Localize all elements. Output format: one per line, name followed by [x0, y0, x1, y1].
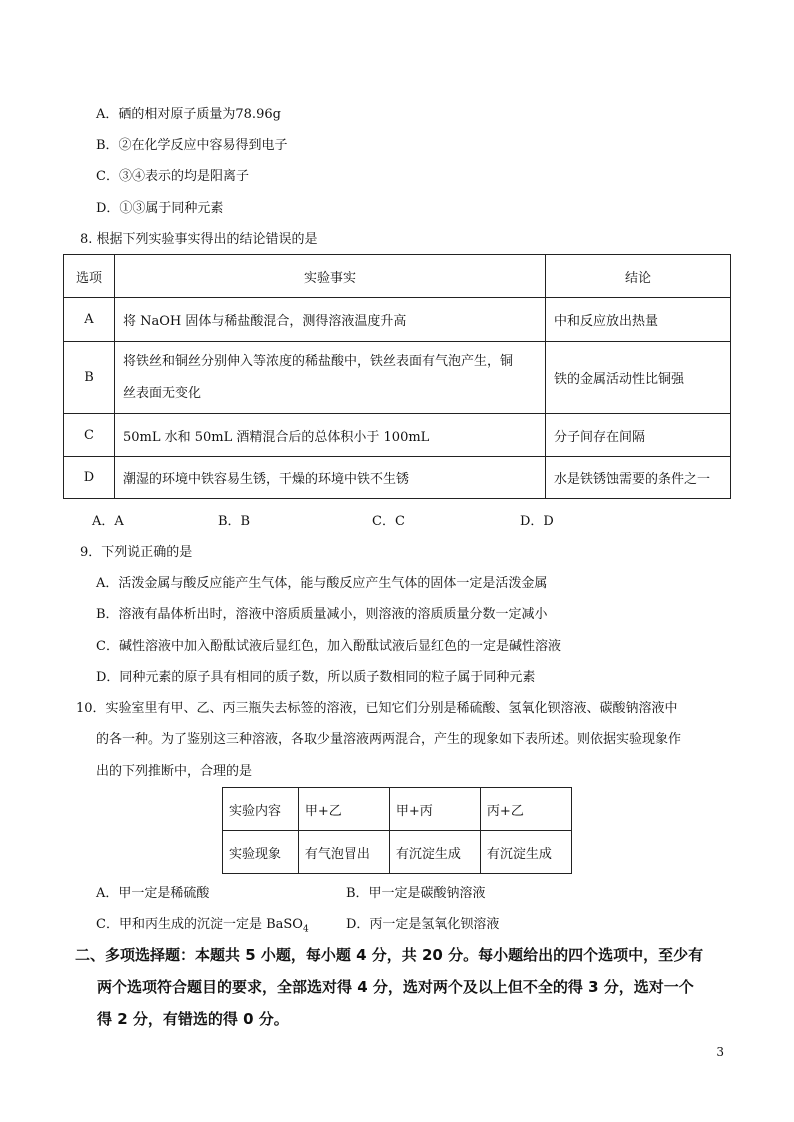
row-fact: 将 NaOH 固体与稀盐酸混合，测得溶液温度升高 [115, 298, 546, 342]
q10-stem-line: 出的下列推断中，合理的是 [96, 764, 253, 779]
row-conclusion: 中和反应放出热量 [546, 298, 731, 342]
q7-option-c: C．③④表示的均是阳离子 [96, 169, 249, 184]
q9-option-d: D．同种元素的原子具有相同的质子数，所以质子数相同的粒子属于同种元素 [96, 670, 536, 685]
row-conclusion: 铁的金属活动性比铜强 [546, 342, 731, 414]
q7-option-a: A．硒的相对原子质量为78.96g [96, 107, 281, 122]
q9-stem: 9．下列说正确的是 [80, 545, 193, 560]
q10-option-c-text: C．甲和丙生成的沉淀一定是 BaSO [96, 917, 303, 932]
q10-option-c [96, 913, 309, 935]
row-fact: 50mL 水和 50mL 酒精混合后的总体积小于 100mL [115, 414, 546, 457]
row-option: D [64, 457, 115, 499]
table-row [64, 414, 731, 457]
q8-table [63, 254, 731, 499]
q8-answer-c: C．C [372, 514, 405, 529]
table-row [64, 298, 731, 342]
cell: 甲+丙 [389, 788, 480, 831]
header-conclusion: 结论 [546, 255, 731, 298]
cell: 丙+乙 [480, 788, 571, 831]
table-row [223, 831, 572, 874]
q8-answer-b: B．B [218, 514, 251, 529]
section-heading-line: 二、多项选择题：本题共 5 小题，每小题 4 分，共 20 分。每小题给出的四个选项中，至少有 [75, 946, 704, 964]
header-option: 选项 [64, 255, 115, 298]
cell: 实验现象 [223, 831, 299, 874]
q9-option-b: B．溶液有晶体析出时，溶液中溶质质量减小，则溶液的溶质质量分数一定减小 [96, 607, 548, 622]
q8-stem: 8. 根据下列实验事实得出的结论错误的是 [80, 232, 318, 247]
row-fact [115, 342, 546, 414]
q7-option-b: B．②在化学反应中容易得到电子 [96, 138, 288, 153]
section-heading-line: 得 2 分，有错选的得 0 分。 [97, 1010, 289, 1028]
cell: 甲+乙 [298, 788, 389, 831]
cell: 有沉淀生成 [389, 831, 480, 874]
subscript: 4 [302, 924, 309, 935]
row-option: A [64, 298, 115, 342]
row-option: C [64, 414, 115, 457]
row-fact: 潮湿的环境中铁容易生锈，干燥的环境中铁不生锈 [115, 457, 546, 499]
row-option: B [64, 342, 115, 414]
row-fact-line: 将铁丝和铜丝分别伸入等浓度的稀盐酸中，铁丝表面有气泡产生，铜 [123, 353, 514, 369]
q9-option-a: A．活泼金属与酸反应能产生气体，能与酸反应产生气体的固体一定是活泼金属 [96, 576, 548, 591]
section-heading-line: 两个选项符合题目的要求，全部选对得 4 分，选对两个及以上但不全的得 3 分，选对一个 [97, 978, 694, 996]
cell: 有沉淀生成 [480, 831, 571, 874]
q10-option-a: A．甲一定是稀硫酸 [96, 886, 210, 901]
q8-answer-d: D．D [520, 514, 554, 529]
table-row [64, 342, 731, 414]
table-row [223, 788, 572, 831]
table-row [64, 457, 731, 499]
row-conclusion: 水是铁锈蚀需要的条件之一 [546, 457, 731, 499]
cell: 实验内容 [223, 788, 299, 831]
q8-answer-a: A．A [92, 514, 124, 529]
q10-stem-line: 的各一种。为了鉴别这三种溶液，各取少量溶液两两混合，产生的现象如下表所述。则依据实验现象作 [96, 732, 682, 747]
header-fact: 实验事实 [115, 255, 546, 298]
q10-option-b: B．甲一定是碳酸钠溶液 [346, 886, 486, 901]
q9-option-c: C．碱性溶液中加入酚酞试液后显红色，加入酚酞试液后显红色的一定是碱性溶液 [96, 639, 561, 654]
row-conclusion: 分子间存在间隔 [546, 414, 731, 457]
row-fact-line: 丝表面无变化 [123, 385, 202, 401]
q10-stem-line: 10．实验室里有甲、乙、丙三瓶失去标签的溶液，已知它们分别是稀硫酸、氢氧化钡溶液、碳酸钠溶液中 [76, 701, 678, 716]
table-header-row [64, 255, 731, 298]
q7-option-d: D．①③属于同种元素 [96, 201, 224, 216]
cell: 有气泡冒出 [298, 831, 389, 874]
q10-table [222, 787, 572, 874]
page-number: 3 [716, 1045, 724, 1059]
q10-option-d: D．丙一定是氢氧化钡溶液 [346, 917, 500, 932]
